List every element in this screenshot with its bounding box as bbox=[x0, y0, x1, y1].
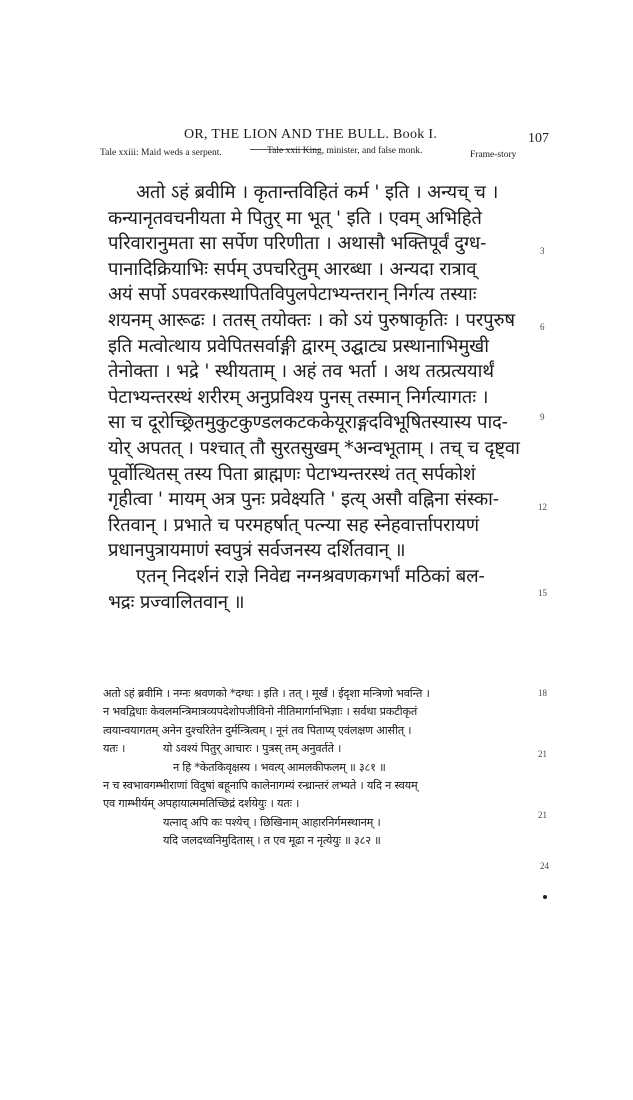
text-line: शयनम् आरूढः । ततस् तयोक्तः । को ऽयं पुरुषाकृतिः । परपुरुष bbox=[108, 309, 515, 331]
line-number: 15 bbox=[538, 588, 547, 598]
line-number: 21 bbox=[538, 749, 547, 759]
note-line: यतः । bbox=[103, 742, 126, 756]
note-line: न भवद्विधाः केवलमन्त्रिमात्रव्यपदेशोपजीविनो नीतिमार्गानभिज्ञाः । सर्वथा प्रकटीकृतं bbox=[103, 705, 418, 719]
text-line: रितवान् । प्रभाते च परमहर्षात् पत्न्या सह स्नेहवार्त्तापरायणं bbox=[108, 514, 479, 536]
page-number: 107 bbox=[528, 131, 549, 146]
notes-text-block bbox=[103, 685, 533, 851]
note-line: एव गाम्भीर्यम् अपहायात्ममतिच्छिद्रं दर्शयेयुः । यतः । bbox=[103, 797, 300, 811]
tale-reference-middle: Tale xxii King, minister, and false monk. bbox=[267, 146, 423, 156]
stray-mark bbox=[543, 895, 547, 899]
text-line: योर् अपतत् । पश्चात् तौ सुरतसुखम् *अन्वभूताम् । तच् च दृष्ट्वा bbox=[108, 437, 520, 459]
text-line: गृहीत्वा ' मायम् अत्र पुनः प्रवेक्ष्यति ' इत्य् असौ वह्निना संस्का- bbox=[108, 489, 499, 511]
verse-line: यो ऽवश्यं पितुर् आचारः । पुत्रस् तम् अनुवर्तते । bbox=[163, 742, 342, 756]
text-line: इति मत्वोत्थाय प्रवेपितसर्वाङ्गी द्वारम् उद्घाट्य प्रस्थानाभिमुखी bbox=[108, 335, 489, 357]
tale-reference-left: Tale xxiii: Maid weds a serpent. bbox=[100, 148, 222, 158]
frame-story-label: Frame-story bbox=[470, 150, 517, 160]
verse-line: यत्नाद् अपि कः पश्येच् । छिखिनाम् आहारनिर्गमस्थानम् । bbox=[163, 815, 381, 829]
line-number: 3 bbox=[540, 246, 545, 256]
note-line: न च स्वभावगम्भीराणां विदुषां बहूनापि कालेनागम्यं रन्ध्रान्तरं लभ्यते । यदि न स्वयम् bbox=[103, 778, 418, 792]
text-line: परिवारानुमता सा सर्पेण परिणीता । अथासौ भक्तिपूर्वं दुग्ध- bbox=[108, 233, 487, 255]
verse-line: यदि जलदध्वनिमुदितास् । त एव मूढा न नृत्येयुः ॥ ३८२ ॥ bbox=[163, 834, 381, 848]
text-line: कन्यानृतवचनीयता मे पितुर् मा भूत् ' इति । एवम् अभिहिते bbox=[108, 207, 482, 229]
text-line: भद्रः प्रज्वालितवान् ॥ bbox=[108, 591, 245, 613]
main-text-block bbox=[108, 180, 528, 615]
line-number: 21 bbox=[538, 810, 547, 820]
page-header bbox=[100, 127, 600, 177]
line-number: 6 bbox=[540, 322, 545, 332]
text-line: प्रधानपुत्रायमाणं स्वपुत्रं सर्वजनस्य दर्शितवान् ॥ bbox=[108, 540, 406, 562]
text-line: पूर्वोत्थितस् तस्य पिता ब्राह्मणः पेटाभ्यन्तरस्थं तत् सर्पकोशं bbox=[108, 463, 476, 485]
text-line: अयं सर्पो ऽपवरकस्थापितविपुलपेटाभ्यन्तरान् निर्गत्य तस्याः bbox=[108, 284, 477, 306]
line-number: 12 bbox=[538, 502, 547, 512]
line-number: 24 bbox=[540, 861, 549, 871]
text-line: पानादिक्रियाभिः सर्पम् उपचरितुम् आरब्धा । अन्यदा रात्राव् bbox=[108, 258, 477, 280]
text-line: अतो ऽहं ब्रवीमि । कृतान्तविहितं कर्म ' इति । अन्यच् च । bbox=[136, 182, 499, 203]
text-line: सा च दूरोच्छ्रितमुकुटकुण्डलकटककेयूराङ्गदविभूषितस्यास्य पाद- bbox=[108, 412, 508, 434]
note-line: अतो ऽहं ब्रवीमि । नग्नः श्रवणको *दग्धः । इति । तत् । मूर्खं । ईदृशा मन्त्रिणो भवन्ति । bbox=[103, 687, 430, 700]
text-line: तेनोक्ता । भद्रे ' स्थीयताम् । अहं तव भर्ता । अथ तत्प्रत्ययार्थं bbox=[108, 361, 494, 383]
verse-line: न हि *केतकिवृक्षस्य । भवत्य् आमलकीफलम् ॥ ३८१ ॥ bbox=[173, 760, 386, 774]
running-title: OR, THE LION AND THE BULL. Book I. bbox=[184, 127, 438, 142]
text-line: एतन् निदर्शनं राज्ञे निवेद्य नग्नश्रवणकगर्भां मठिकां बल- bbox=[136, 565, 485, 587]
line-number: 9 bbox=[540, 412, 545, 422]
line-number: 18 bbox=[538, 688, 547, 698]
note-line: त्वयान्वयागतम् अनेन दुश्चरितेन दुर्मन्त्रित्वम् । नूनं तव पिताप्य् एवंलक्षण आसीत् । bbox=[103, 723, 412, 737]
text-line: पेटाभ्यन्तरस्थं शरीरम् अनुप्रविश्य पुनस् तस्मान् निर्गत्यागतः । bbox=[108, 386, 489, 408]
